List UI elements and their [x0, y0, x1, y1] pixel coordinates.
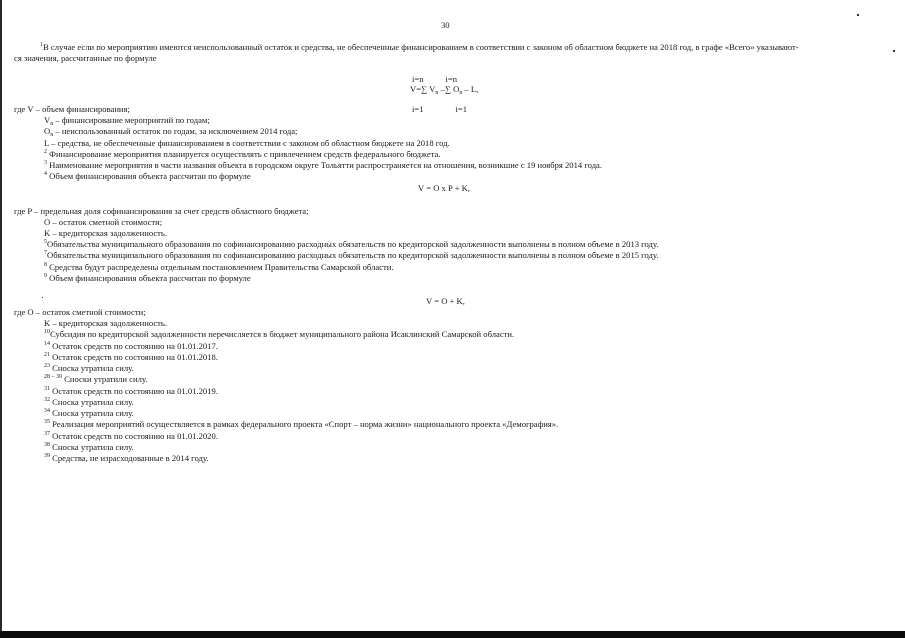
- scan-speck: [857, 14, 859, 16]
- scan-left-edge: [0, 0, 2, 638]
- footnote-35: $^{35}$ Реализация мероприятий осуществляется в рамках федерального проекта «Спорт – норма жизни» национального проекта «Демография».: [44, 419, 559, 429]
- footnote-31: $^{31}$ Остаток средств по состоянию на 01.01.2019.: [44, 386, 218, 396]
- formula-1-lower-limits: i=1 i=1: [412, 104, 468, 114]
- footnote-8: $^8$ Средства будут распределены отдельным постановлением Правительства Самарской области.: [44, 262, 394, 272]
- scan-speck: [893, 50, 895, 52]
- formula-1-l: L – средства, не обеспеченные финансированием в соответствии с законом об областном бюджете на 2018 год.: [44, 138, 450, 148]
- formula-1-on: $O_n$ – неиспользованный остаток по годам, за исключением 2014 года;: [44, 126, 298, 138]
- formula-4: V = O x P + K,: [418, 183, 470, 193]
- footnote-23: $^{23}$ Сноска утратила силу.: [44, 363, 134, 373]
- footnote-2: $^2$ Финансирование мероприятия планируется осуществлять с привлечением средств федерального бюджета.: [44, 149, 441, 159]
- footnote-3: $^3$ Наименование мероприятия в части названия объекта в городском округе Тольятти распространяется на отношения, возникшие с 19 ноября 2014 года.: [44, 160, 603, 170]
- footnote-1: $^1$В случае если по мероприятию имеются неиспользованный остаток и средства, не обеспеченные финансированием в соответствии с законом об областном бюджете на 2018 год, в графе «Всего» указывают-: [40, 42, 799, 52]
- footnote-37: $^{37}$ Остаток средств по состоянию на 01.01.2020.: [44, 431, 218, 441]
- scan-bottom-edge: [0, 631, 905, 638]
- formula-4-o: O – остаток сметной стоимости;: [44, 217, 163, 227]
- footnote-28-30: $^{28 - 30}$ Сноски утратили силу.: [44, 374, 148, 384]
- footnote-1-continuation: ся значения, рассчитанные по формуле: [14, 53, 157, 63]
- footnote-14: $^{14}$ Остаток средств по состоянию на 01.01.2017.: [44, 341, 218, 351]
- formula-1-upper-limits: i=n i=n: [412, 74, 458, 84]
- footnote-9: $^9$ Объем финансирования объекта рассчитан по формуле: [44, 273, 251, 283]
- footnote-21: $^{21}$ Остаток средств по состоянию на 01.01.2018.: [44, 352, 218, 362]
- formula-1: V=∑ $V_n$ –∑ $O_n$ – L,: [410, 84, 479, 96]
- formula-4-where-p: где P – предельная доля софинансирования за счет средств областного бюджета;: [14, 206, 309, 216]
- footnote-38: $^{38}$ Сноска утратила силу.: [44, 442, 134, 452]
- formula-9-k: K – кредиторская задолженность.: [44, 318, 167, 328]
- footnote-7: $^7$Обязательства муниципального образования по софинансированию расходных обязательств по кредиторской задолженности выполнены в полном объеме в 2015 году.: [44, 250, 659, 260]
- footnote-32: $^{32}$ Сноска утратила силу.: [44, 397, 134, 407]
- scan-speck: [42, 297, 43, 298]
- footnote-4: $^4$ Объем финансирования объекта рассчитан по формуле: [44, 171, 251, 181]
- footnote-34: $^{34}$ Сноска утратила силу.: [44, 408, 134, 418]
- page-number: 30: [441, 20, 450, 30]
- formula-9-where-o: где O – остаток сметной стоимости;: [14, 307, 146, 317]
- footnote-39: $^{39}$ Средства, не израсходованные в 2014 году.: [44, 453, 209, 463]
- formula-9: V = O + K,: [426, 296, 465, 306]
- formula-4-k: K – кредиторская задолженность.: [44, 228, 167, 238]
- formula-1-vn: $V_n$ – финансирование мероприятий по годам;: [44, 115, 210, 127]
- footnote-5: $^5$Обязательства муниципального образования по софинансированию расходных обязательств по кредиторской задолженности выполнены в полном объеме в 2013 году.: [44, 239, 659, 249]
- footnote-10: $^{10}$Субсидия по кредиторской задолженности перечисляется в бюджет муниципального района Исаклинский Самарской области.: [44, 329, 515, 339]
- formula-1-where-v: где V – объем финансирования;: [14, 104, 130, 114]
